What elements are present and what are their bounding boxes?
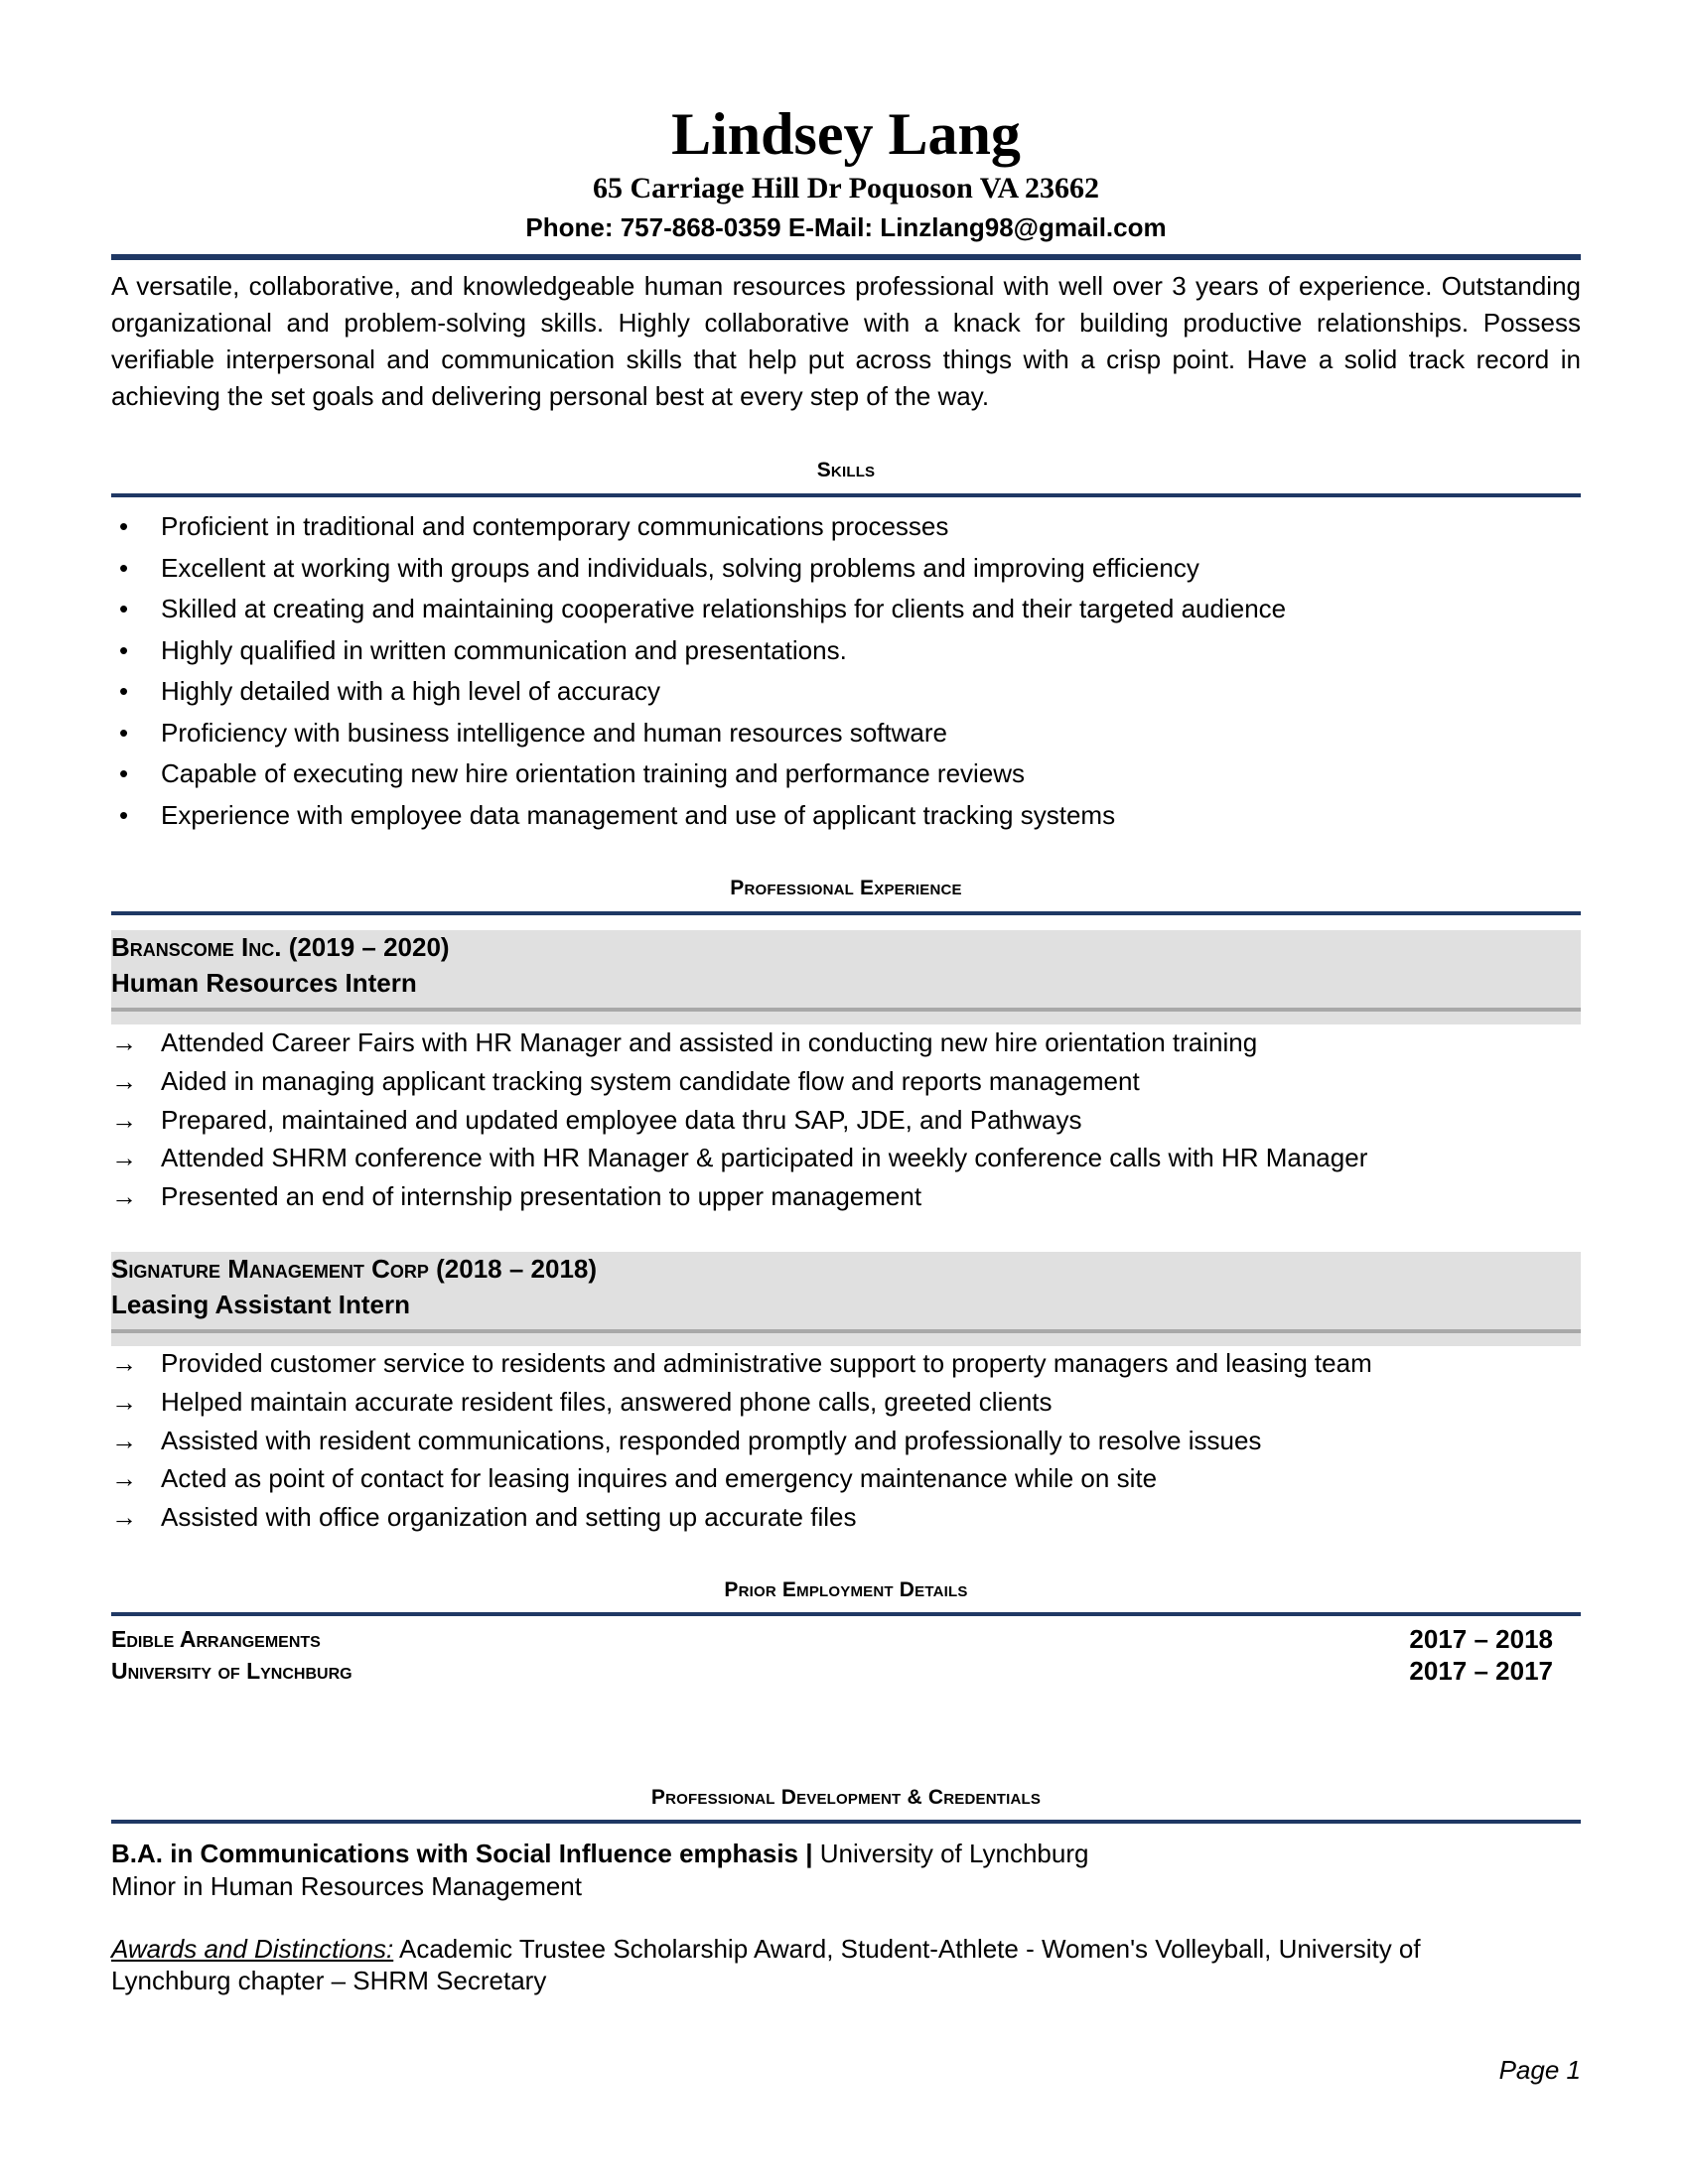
experience-divider bbox=[111, 911, 1581, 915]
duty-item bbox=[111, 1064, 1140, 1098]
list-item-text: Presented an end of internship presentation to upper management bbox=[161, 1181, 922, 1212]
bullet-icon: • bbox=[119, 594, 129, 623]
minor: Minor in Human Resources Management bbox=[111, 1871, 582, 1901]
arrow-bullet-icon: → bbox=[111, 1386, 137, 1417]
employer-name: University of Lynchburg bbox=[111, 1658, 352, 1684]
skills-heading: Skills bbox=[816, 459, 876, 481]
list-item-text: Helped maintain accurate resident files, answered phone calls, greeted clients bbox=[161, 1386, 1053, 1417]
duty-item bbox=[111, 1461, 1157, 1495]
awards-text: Academic Trustee Scholarship Award, Student-Athlete - Women's Volleyball, University of bbox=[393, 1934, 1421, 1964]
bullet-icon: • bbox=[119, 676, 129, 706]
degree-line bbox=[111, 1837, 1088, 1870]
skill-item bbox=[111, 551, 1199, 585]
credentials-divider bbox=[111, 1820, 1581, 1824]
arrow-bullet-icon: → bbox=[111, 1065, 137, 1096]
arrow-bullet-icon: → bbox=[111, 1027, 137, 1057]
duty-item bbox=[111, 1141, 1367, 1174]
list-item-text: Provided customer service to residents and administrative support to property managers and leasing team bbox=[161, 1348, 1372, 1378]
header-divider bbox=[111, 254, 1581, 260]
bullet-icon: • bbox=[119, 758, 129, 788]
list-item-text: Assisted with resident communications, responded promptly and professionally to resolve issues bbox=[161, 1425, 1262, 1455]
skill-item bbox=[111, 674, 660, 708]
bullet-icon: • bbox=[119, 634, 129, 665]
list-item-text: Capable of executing new hire orientation training and performance reviews bbox=[161, 758, 1026, 788]
company-name: Branscome Inc. bbox=[111, 932, 282, 962]
duty-item bbox=[111, 1179, 921, 1213]
prior-employer-row bbox=[111, 1624, 1553, 1654]
list-item-text: Assisted with office organization and setting up accurate files bbox=[161, 1502, 857, 1533]
list-item-text: Attended SHRM conference with HR Manager & participated in weekly conference calls with HR Manager bbox=[161, 1143, 1368, 1173]
arrow-bullet-icon: → bbox=[111, 1463, 137, 1494]
list-item-text: Aided in managing applicant tracking system candidate flow and reports management bbox=[161, 1065, 1140, 1096]
duty-item bbox=[111, 1385, 1053, 1419]
list-item-text: Proficiency with business intelligence and human resources software bbox=[161, 717, 947, 748]
candidate-name: Lindsey Lang bbox=[671, 101, 1021, 167]
prior-employment-heading: Prior Employment Details bbox=[724, 1578, 968, 1601]
skill-item bbox=[111, 756, 1025, 790]
duty-item bbox=[111, 1025, 1257, 1059]
duty-item bbox=[111, 1500, 856, 1534]
prior-employment-divider bbox=[111, 1612, 1581, 1616]
awards-continued: Lynchburg chapter – SHRM Secretary bbox=[111, 1966, 547, 1995]
job-header-rule bbox=[111, 1329, 1581, 1333]
duty-item bbox=[111, 1103, 1081, 1137]
bullet-icon: • bbox=[119, 552, 129, 583]
list-item-text: Excellent at working with groups and individuals, solving problems and improving efficiency bbox=[161, 552, 1199, 583]
list-item-text: Proficient in traditional and contemporary communications processes bbox=[161, 511, 949, 541]
arrow-bullet-icon: → bbox=[111, 1181, 137, 1212]
page-number: Page 1 bbox=[1498, 2055, 1581, 2085]
prior-employer-row bbox=[111, 1656, 1553, 1686]
job-header-branscome bbox=[111, 930, 1581, 1024]
credentials-heading: Professional Development & Credentials bbox=[650, 1786, 1042, 1809]
bullet-icon: • bbox=[119, 799, 129, 830]
job-dates: (2019 – 2020) bbox=[288, 932, 450, 962]
skill-item bbox=[111, 798, 1115, 832]
experience-heading: Professional Experience bbox=[730, 877, 962, 899]
job-header-signature bbox=[111, 1252, 1581, 1346]
duty-item bbox=[111, 1424, 1261, 1457]
bullet-icon: • bbox=[119, 717, 129, 748]
awards-line bbox=[111, 1932, 1421, 1966]
skill-item bbox=[111, 592, 1286, 625]
school: University of Lynchburg bbox=[812, 1839, 1089, 1868]
list-item-text: Highly detailed with a high level of accuracy bbox=[161, 676, 660, 706]
list-item-text: Attended Career Fairs with HR Manager and assisted in conducting new hire orientation training bbox=[161, 1027, 1258, 1057]
skill-item bbox=[111, 716, 947, 750]
list-item-text: Prepared, maintained and updated employee data thru SAP, JDE, and Pathways bbox=[161, 1104, 1082, 1135]
skills-divider bbox=[111, 493, 1581, 497]
employment-dates: 2017 – 2017 bbox=[1409, 1656, 1553, 1686]
contact-info: Phone: 757-868-0359 E-Mail: Linzlang98@gmail.com bbox=[525, 212, 1167, 242]
address: 65 Carriage Hill Dr Poquoson VA 23662 bbox=[592, 172, 1100, 205]
arrow-bullet-icon: → bbox=[111, 1502, 137, 1533]
arrow-bullet-icon: → bbox=[111, 1143, 137, 1173]
employer-name: Edible Arrangements bbox=[111, 1626, 321, 1652]
skill-item bbox=[111, 509, 948, 543]
awards-label: Awards and Distinctions: bbox=[111, 1934, 394, 1964]
arrow-bullet-icon: → bbox=[111, 1104, 137, 1135]
bullet-icon: • bbox=[119, 511, 129, 541]
arrow-bullet-icon: → bbox=[111, 1425, 137, 1455]
list-item-text: Highly qualified in written communication and presentations. bbox=[161, 634, 847, 665]
list-item-text: Acted as point of contact for leasing inquires and emergency maintenance while on site bbox=[161, 1463, 1158, 1494]
job-title: Human Resources Intern bbox=[111, 968, 417, 998]
list-item-text: Skilled at creating and maintaining cooperative relationships for clients and their targeted audience bbox=[161, 594, 1287, 623]
duty-item bbox=[111, 1346, 1372, 1380]
professional-summary: A versatile, collaborative, and knowledgeable human resources professional with well over 3 years of experience. Outstanding organizational and problem-solving skills. Highly collaborative with a knack for building productive relationships. Possess verifiable interpersonal and communication skills that help put across things with a crisp point. Have a solid track record in achieving the set goals and delivering personal best at every step of the way. bbox=[111, 271, 1581, 411]
employment-dates: 2017 – 2018 bbox=[1409, 1624, 1553, 1654]
job-dates: (2018 – 2018) bbox=[436, 1254, 598, 1284]
job-title: Leasing Assistant Intern bbox=[111, 1290, 410, 1319]
degree: B.A. in Communications with Social Influence emphasis | bbox=[111, 1839, 813, 1868]
list-item-text: Experience with employee data management and use of applicant tracking systems bbox=[161, 799, 1116, 830]
skill-item bbox=[111, 633, 847, 667]
company-name: Signature Management Corp bbox=[111, 1254, 429, 1284]
job-header-rule bbox=[111, 1008, 1581, 1012]
arrow-bullet-icon: → bbox=[111, 1348, 137, 1378]
